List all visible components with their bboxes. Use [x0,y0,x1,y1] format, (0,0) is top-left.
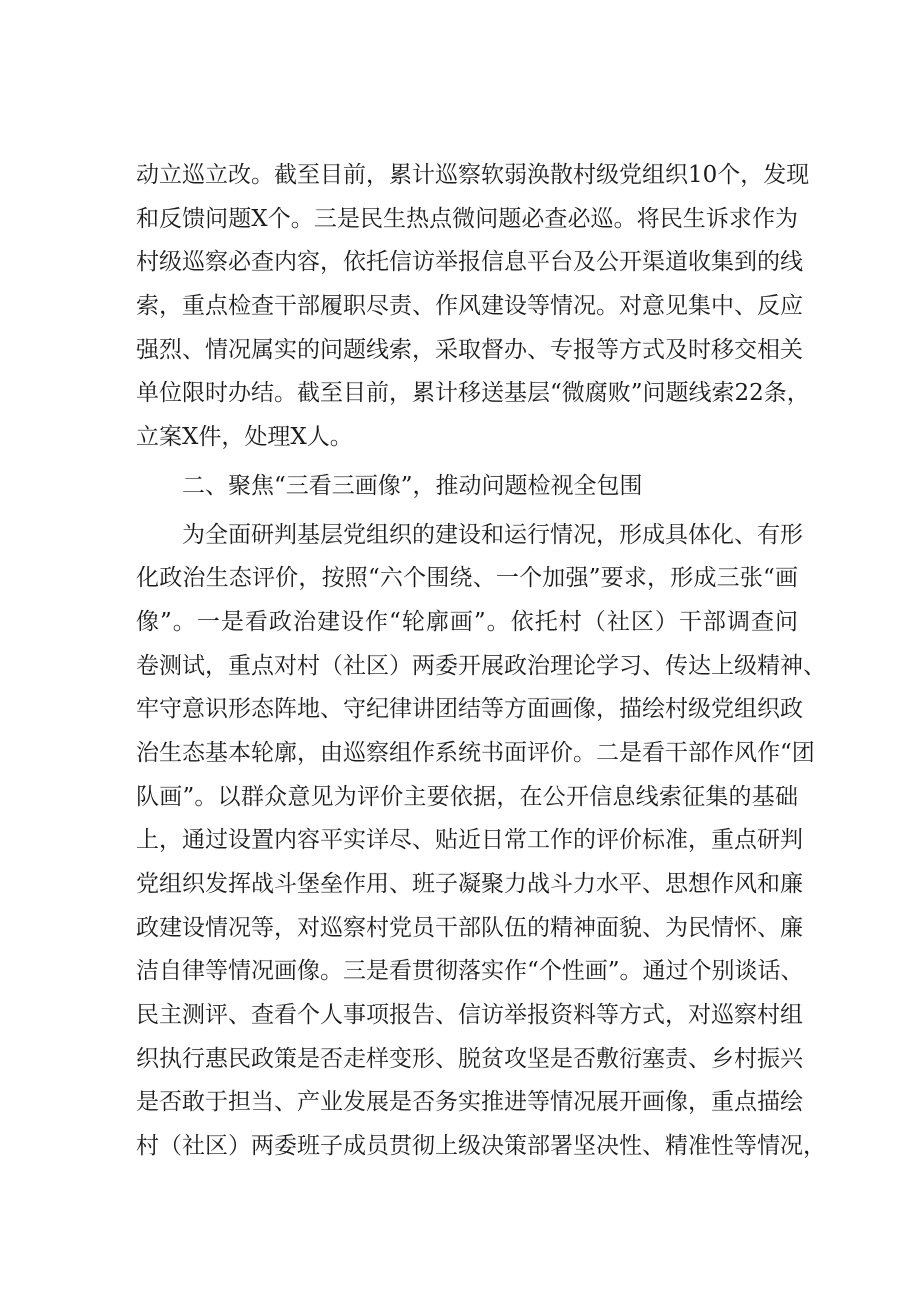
text-line: 和反馈问题X个。三是民生热点微问题必查必巡。将民生诉求作为 [136,205,798,232]
text-line: 立案X件，处理X人。 [136,424,353,451]
text-line: 动立巡立改。截至目前，累计巡察软弱涣散村级党组织10个，发现 [136,162,810,188]
document-body [136,154,826,1169]
section-heading [136,465,798,509]
text-line: 织执行惠民政策是否走样变形、脱贫攻坚是否敷衍塞责、乡村振兴 [136,1045,803,1072]
text-line: 民主测评、查看个人事项报告、信访举报资料等方式，对巡察村组 [136,1002,803,1029]
text-line: 队画”。以群众意见为评价主要依据，在公开信息线索征集的基础 [136,783,798,810]
text-line: 单位限时办结。截至目前，累计移送基层“微腐败”问题线索22条， [136,380,810,407]
text-line: 卷测试，重点对村（社区）两委开展政治理论学习、传达上级精神、 [136,652,826,679]
text-line: 像”。一是看政治建设作“轮廓画”。依托村（社区）干部调查问 [136,608,798,635]
text-line: 村级巡察必查内容，依托信访举报信息平台及公开渠道收集到的线 [136,249,803,276]
paragraph-2 [136,514,826,1169]
text-line: 是否敢于担当、产业发展是否务实推进等情况展开画像，重点描绘 [136,1089,803,1116]
text-line: 为全面研判基层党组织的建设和运行情况，形成具体化、有形 [136,521,803,548]
text-line: 洁自律等情况画像。三是看贯彻落实作“个性画”。通过个别谈话、 [136,958,804,985]
text-line: 村（社区）两委班子成员贯彻上级决策部署坚决性、精准性等情况， [136,1133,826,1160]
text-line: 党组织发挥战斗堡垒作用、班子凝聚力战斗力水平、思想作风和廉 [136,871,803,897]
text-line: 强烈、情况属实的问题线索，采取督办、专报等方式及时移交相关 [136,336,803,363]
text-line: 索，重点检查干部履职尽责、作风建设等情况。对意见集中、反应 [136,293,803,320]
text-line: 化政治生态评价，按照“六个围绕、一个加强”要求，形成三张“画 [136,565,798,592]
text-line: 牢守意识形态阵地、守纪律讲团结等方面画像，描绘村级党组织政 [136,696,803,723]
section-heading-text: 二、聚焦“三看三画像”，推动问题检视全包围 [136,472,643,499]
text-line: 政建设情况等，对巡察村党员干部队伍的精神面貌、为民情怀、廉 [136,914,803,941]
text-line: 治生态基本轮廓，由巡察组作系统书面评价。二是看干部作风作“团 [136,739,815,766]
text-line: 上，通过设置内容平实详尽、贴近日常工作的评价标准，重点研判 [136,827,803,854]
paragraph-1 [136,154,810,460]
